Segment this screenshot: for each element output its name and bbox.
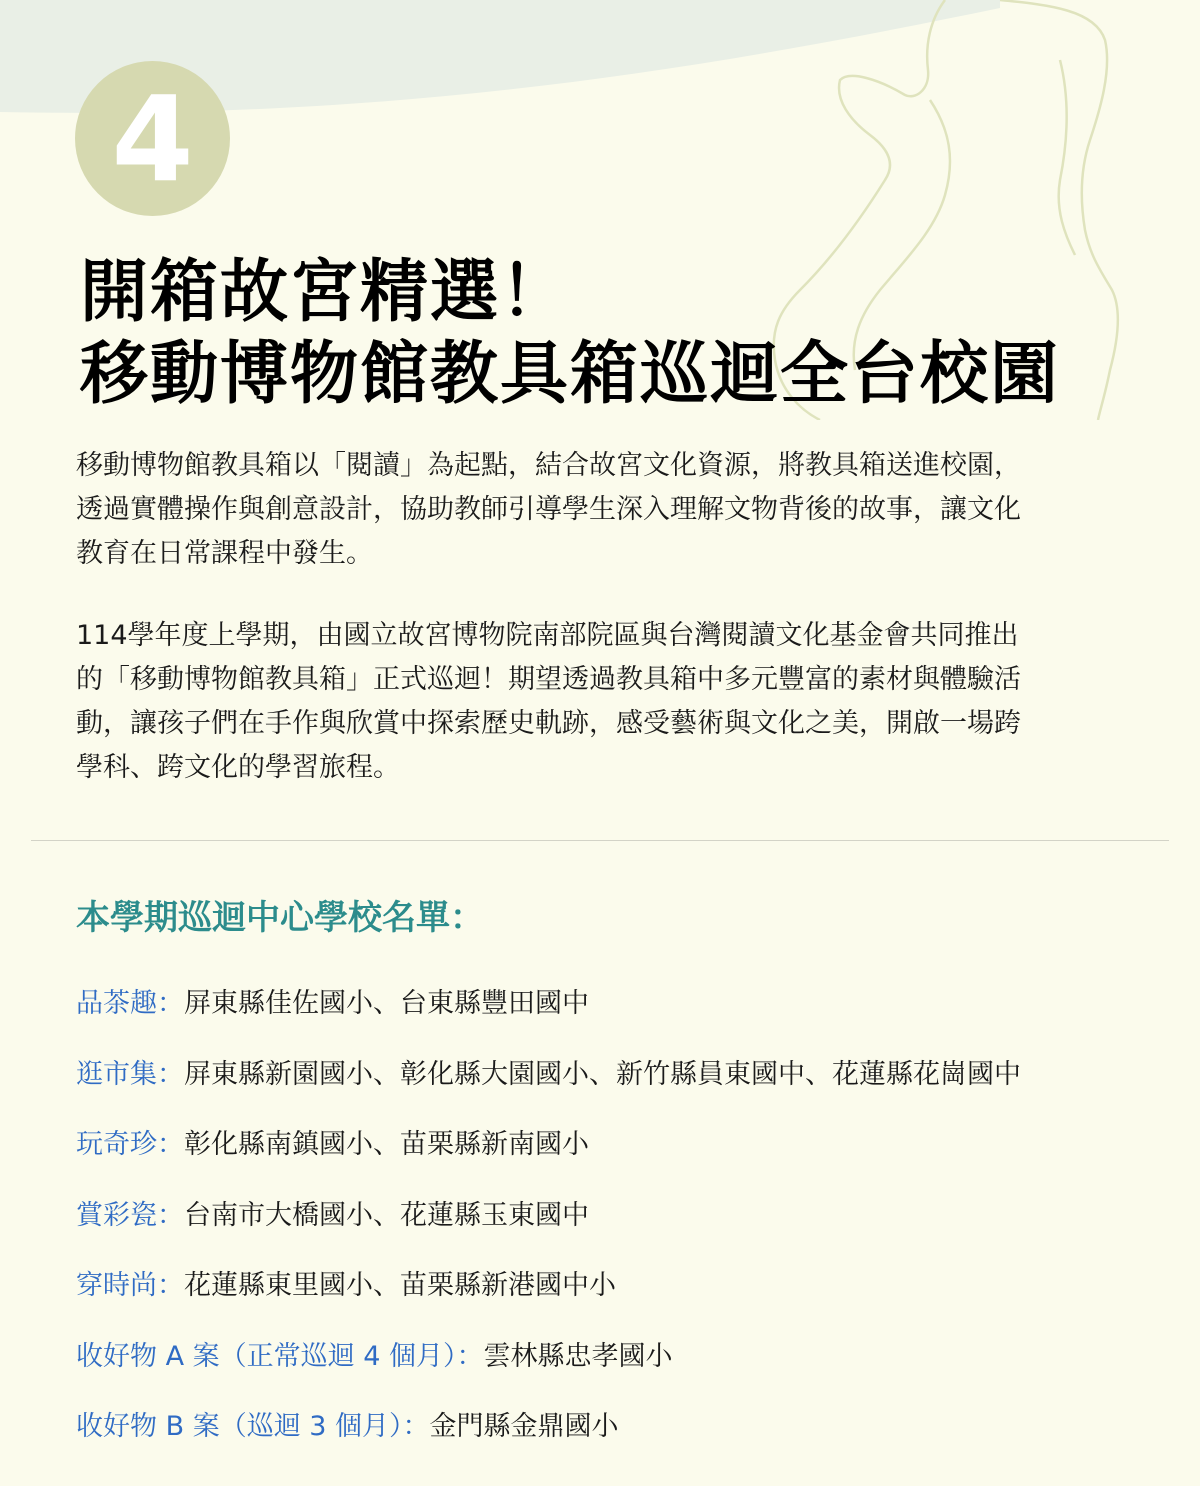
list-item (76, 1333, 1021, 1404)
list-item (76, 1403, 1021, 1474)
intro-paragraph-2: 114學年度上學期，由國立故宮博物院南部院區與台灣閱讀文化基金會共同推出 的「移動博物館教具箱」正式巡迴！期望透過教具箱中多元豐富的素材與體驗活 動，讓孩子們在手作與欣賞中探索歷史軌跡，感受藝術與文化之美，開啟一場跨 學科、跨文化的學習旅程。 (76, 620, 1021, 783)
step-number-badge (75, 61, 230, 216)
school-names: 花蓮縣東里國小、苗栗縣新港國中小 (184, 1270, 616, 1301)
school-names: 金門縣金鼎國小 (429, 1411, 619, 1442)
tour-school-list (76, 980, 1021, 1474)
list-item (76, 980, 1021, 1051)
step-number: 4 (111, 69, 194, 208)
list-item (76, 1192, 1021, 1263)
title-line-2: 移動博物館教具箱巡迴全台校園 (80, 335, 1061, 414)
box-label: 收好物 A 案（正常巡迴 4 個月）： (76, 1340, 484, 1372)
school-names: 彰化縣南鎮國小、苗栗縣新南國小 (184, 1129, 589, 1160)
box-label: 逛市集： (76, 1058, 184, 1090)
school-names: 屏東縣佳佐國小、台東縣豐田國中 (184, 988, 589, 1019)
school-list-heading: 本學期巡迴中心學校名單： (76, 898, 484, 938)
list-item (76, 1121, 1021, 1192)
list-item (76, 1051, 1021, 1122)
box-label: 品茶趣： (76, 988, 184, 1019)
school-names: 台南市大橋國小、花蓮縣玉東國中 (184, 1199, 589, 1231)
school-names: 屏東縣新園國小、彰化縣大園國小、新竹縣員東國中、花蓮縣花崗國中 (184, 1058, 1021, 1090)
box-label: 收好物 B 案（巡迴 3 個月）： (76, 1411, 430, 1442)
list-item (76, 1262, 1021, 1333)
box-label: 玩奇珍： (76, 1129, 184, 1160)
intro-paragraph-1: 移動博物館教具箱以「閱讀」為起點，結合故宮文化資源，將教具箱送進校園， 透過實體操作與創意設計，協助教師引導學生深入理解文物背後的故事，讓文化 教育在日常課程中發生。 (76, 450, 1021, 569)
box-label: 穿時尚： (76, 1270, 184, 1301)
page-title (80, 252, 1060, 416)
section-divider (31, 840, 1169, 841)
school-names: 雲林縣忠孝國小 (483, 1340, 673, 1372)
title-line-1: 開箱故宮精選！ (80, 253, 571, 332)
box-label: 賞彩瓷： (76, 1199, 184, 1231)
